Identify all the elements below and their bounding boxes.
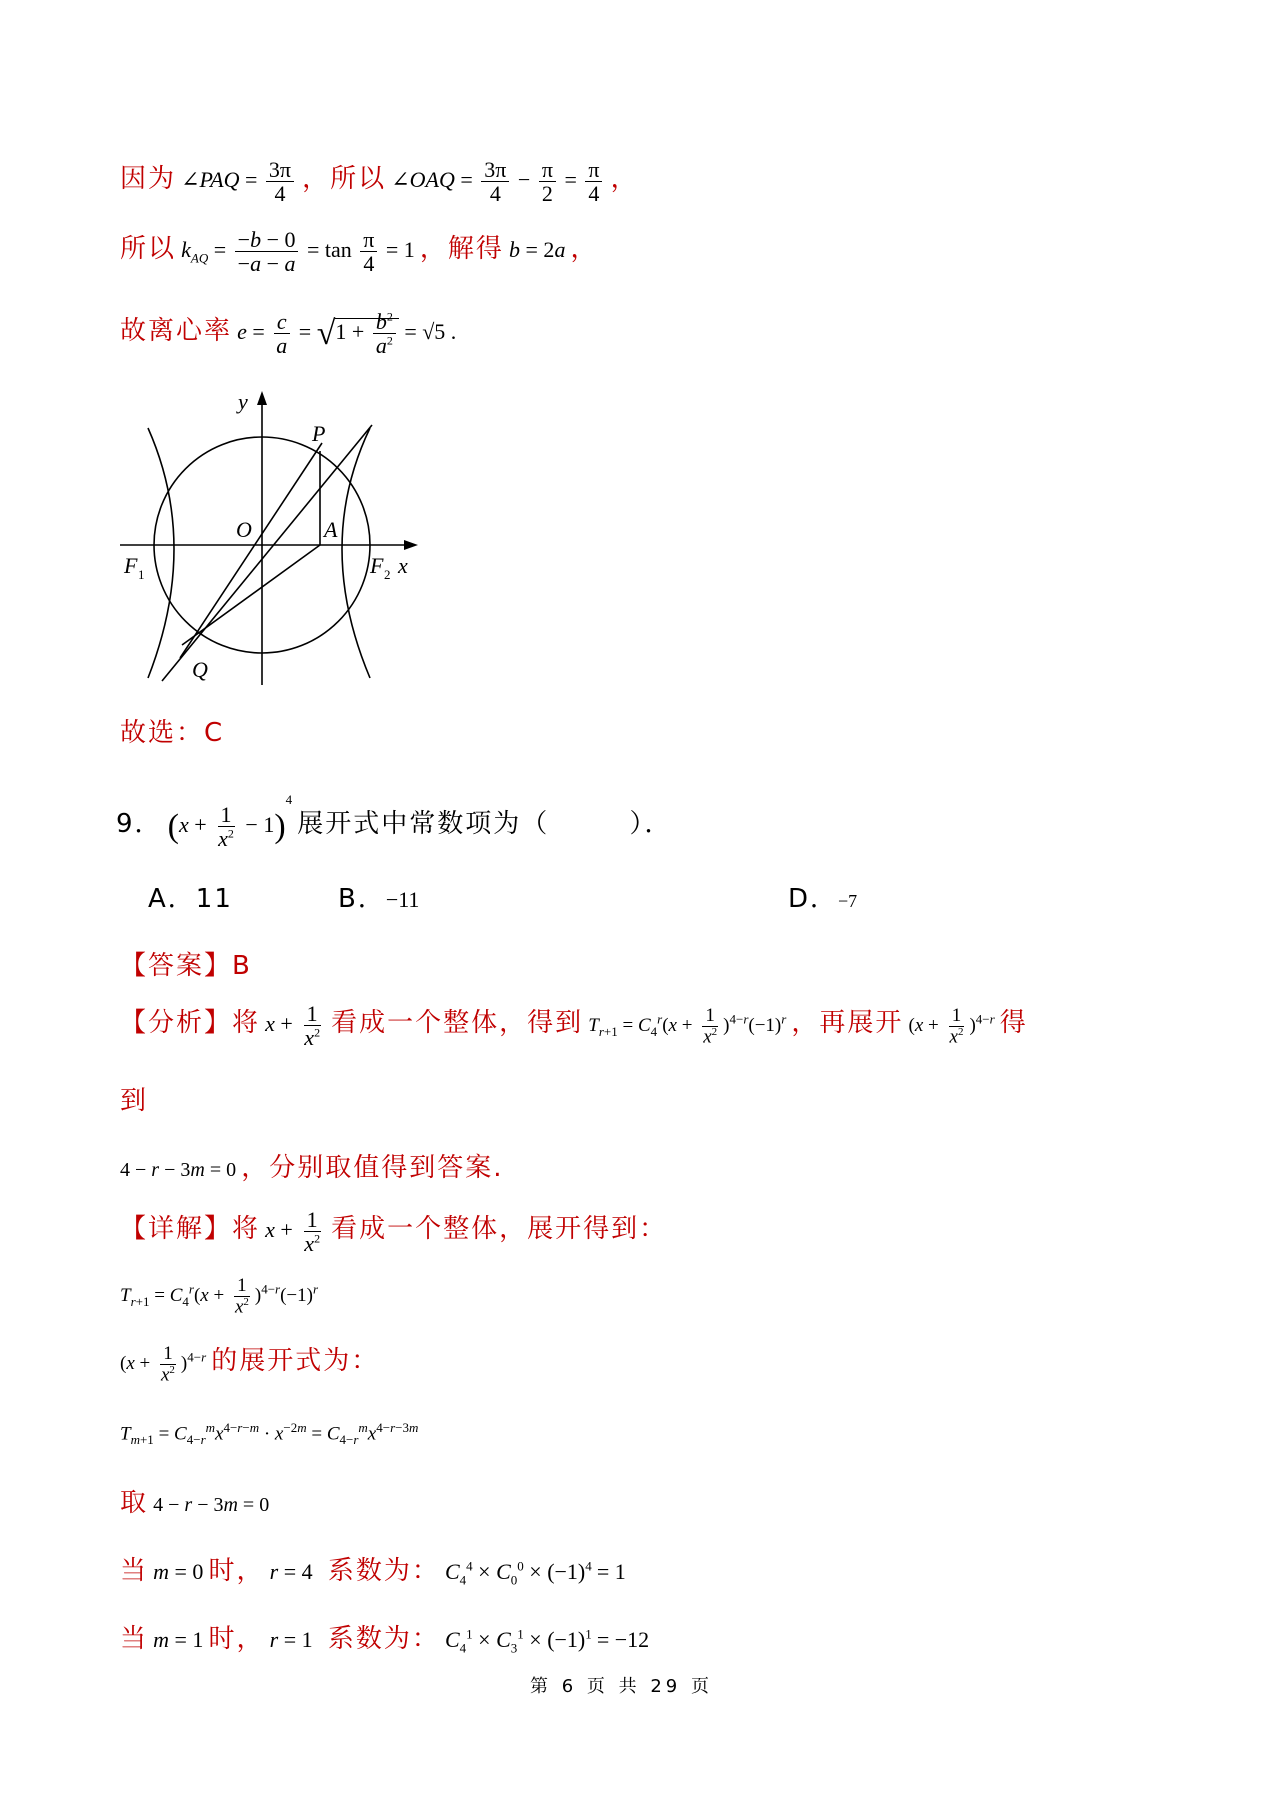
question-text: 展开式中常数项为（ — [297, 809, 550, 839]
formula: r = 4 — [269, 1559, 313, 1584]
formula: ∠PAQ = $\frac{3\pi}{4}$ — [181, 167, 297, 192]
y-axis-arrow — [257, 391, 267, 405]
second-term: $T_{m+1} = C_{4-r}^mx^{4-r-m} \cdot x^{-2m} = C_{4-r}^mx^{4-r-3m}$ — [120, 1420, 419, 1448]
label-a: A — [324, 517, 338, 542]
text: 时， — [208, 1624, 265, 1654]
formula: m = 0 — [153, 1559, 204, 1584]
option-d-label: D． — [788, 884, 839, 914]
line-2 — [120, 228, 599, 276]
text: 得 — [999, 1008, 1028, 1038]
text: 时， — [208, 1556, 265, 1586]
formula: $k_{AQ}$ = $\frac{-b - 0}{-a - a}$ = tan $\frac{\pi}{4}$ = 1 — [181, 227, 415, 277]
text: ， — [570, 234, 599, 264]
question-close: ）． — [629, 809, 673, 839]
question-9 — [116, 792, 672, 851]
result: = −12 — [596, 1627, 650, 1652]
text: 系数为： — [327, 1624, 440, 1654]
text: ， — [610, 164, 639, 194]
line-pq — [180, 443, 322, 658]
label-f2-sub: 2 — [384, 567, 391, 582]
take-line — [120, 1482, 269, 1519]
text: 【分析】将 — [120, 1008, 261, 1038]
label-x: x — [398, 553, 408, 578]
analysis-line — [120, 1002, 1028, 1050]
formula: (x + $\frac{1}{x^2}$ − 1)$^4$ — [167, 792, 293, 852]
text: 看成一个整体，得到 — [331, 1008, 584, 1038]
label-y: y — [238, 389, 248, 414]
option-b — [338, 878, 419, 915]
text: 当 — [120, 1556, 149, 1586]
expand-line — [120, 1340, 379, 1385]
formula: ∠OAQ = $\frac{3\pi}{4}$ − $\frac{\pi}{2}$ = $\frac{\pi}{4}$ — [391, 167, 605, 192]
page-footer: 第 6 页 共 29 页 — [530, 1676, 713, 1697]
formula: (x + $\frac{1}{x^2}$ )$^{4-r}$ — [908, 1005, 995, 1048]
text: ，所以 — [302, 164, 387, 194]
formula: x + $\frac{1}{x^2}$ — [265, 1001, 321, 1051]
hyperbola-circle-figure — [110, 385, 430, 690]
text: 因为 — [120, 164, 177, 194]
option-a: A．11 — [148, 884, 233, 914]
answer-line: 【答案】B — [120, 951, 252, 981]
text: 当 — [120, 1624, 149, 1654]
text: 故离心率 — [120, 316, 233, 346]
analysis-cont: 到 — [120, 1086, 149, 1116]
detail-line — [120, 1208, 667, 1256]
text: ，解得 — [419, 234, 504, 264]
formula: $T_{r+1} = C_4^r(x$ + $\frac{1}{x^2}$ )$^{4-r}(-1)^r$ — [588, 1005, 787, 1048]
hyperbola-right-branch — [342, 428, 370, 678]
option-b-label: B． — [338, 884, 386, 914]
text: 取 — [120, 1488, 149, 1518]
x-axis-arrow — [404, 540, 418, 550]
case-1 — [120, 1550, 626, 1588]
formula: (x + $\frac{1}{x^2}$ )$^{4-r}$ — [120, 1343, 207, 1386]
text: 【详解】将 — [120, 1214, 261, 1244]
text: ，再展开 — [791, 1008, 904, 1038]
asymptote — [162, 425, 372, 681]
general-term: $T_{r+1} = C_4^r(x$ + $\frac{1}{x^2}$ )$^{4-r}(-1)^r$ — [120, 1275, 319, 1318]
case-2 — [120, 1618, 649, 1656]
line-aq — [182, 545, 320, 645]
label-o: O — [236, 517, 252, 542]
formula: $C_4^4 \times C_0^0 \times (-1)^4$ — [444, 1558, 592, 1588]
text: 看成一个整体，展开得到： — [331, 1214, 668, 1244]
option-b-value: −11 — [385, 887, 420, 912]
label-f2: F — [370, 553, 384, 578]
formula: r = 1 — [269, 1627, 313, 1652]
formula: 4 − r − 3m = 0 — [120, 1159, 237, 1181]
formula: e = $\frac{c}{a}$ = √1 + $\frac{b^2}{a^2}$ = √5 . — [237, 309, 457, 359]
label-p: P — [312, 421, 326, 446]
formula: b = 2a — [509, 237, 566, 262]
text: 系数为： — [327, 1556, 440, 1586]
line-1 — [120, 158, 639, 206]
analysis-line-3 — [120, 1147, 503, 1184]
formula: 4 − r − 3m = 0 — [153, 1494, 270, 1516]
formula: m = 1 — [153, 1627, 204, 1652]
text: 的展开式为： — [211, 1346, 380, 1376]
option-d — [788, 878, 857, 915]
formula: x + $\frac{1}{x^2}$ — [265, 1207, 321, 1257]
line-3 — [120, 310, 456, 358]
result: = 1 — [596, 1559, 626, 1584]
label-q: Q — [192, 657, 208, 682]
formula: $C_4^1 \times C_3^1 \times (-1)^1$ — [444, 1626, 592, 1656]
select-answer: 故选：C — [120, 718, 225, 748]
label-f1-sub: 1 — [138, 567, 145, 582]
text: 所以 — [120, 234, 177, 264]
text: ，分别取值得到答案. — [241, 1153, 504, 1183]
option-d-value: −7 — [838, 891, 858, 911]
question-number: 9． — [116, 809, 163, 839]
hyperbola-left-branch — [148, 428, 174, 678]
label-f1: F — [124, 553, 138, 578]
